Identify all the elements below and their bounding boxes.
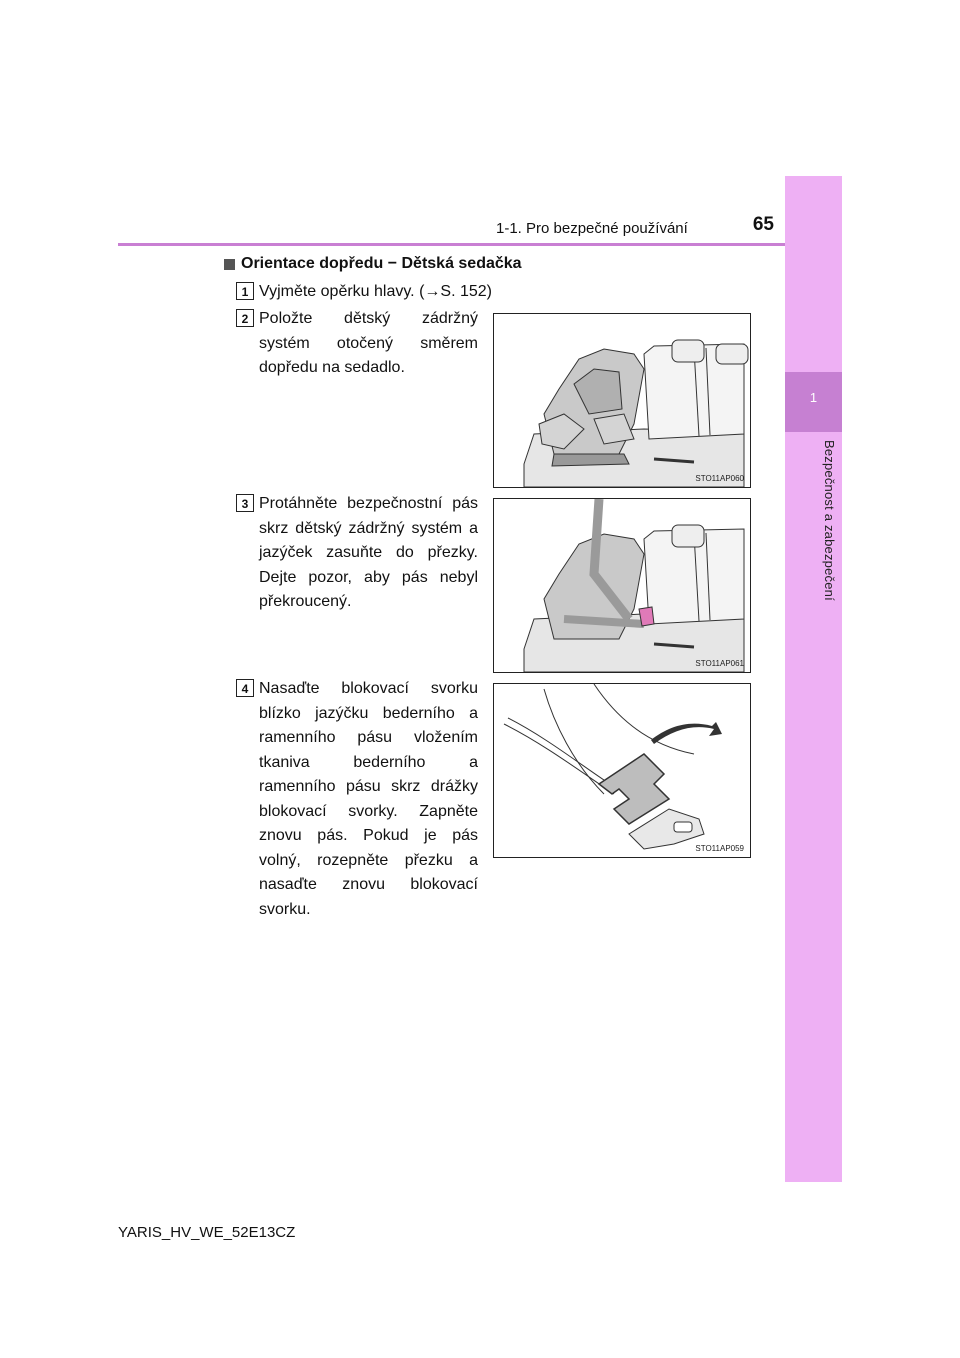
step-4-text: Nasaďte blokovací svorku blízko jazýčku bederního a ramenního pásu vložením tkaniva bederního a ramenního pásu skrz drážky blokovací svorky. Zapněte znovu pás. Pokud je pás volný, rozepněte přezku a nasaďte znovu blokovací svorku. bbox=[259, 680, 478, 918]
square-bullet-icon bbox=[224, 259, 235, 270]
figure-code: STO11AP060 bbox=[695, 474, 744, 483]
running-header-section: 1-1. Pro bezpečné používání bbox=[496, 220, 688, 237]
figure-belt-through-child-seat bbox=[493, 498, 751, 673]
section-heading-text: Orientace dopředu − Dětská sedačka bbox=[241, 255, 522, 272]
header-rule bbox=[118, 243, 842, 246]
child-seat-illustration bbox=[494, 314, 750, 487]
step-number-4: 4 bbox=[236, 679, 254, 697]
chapter-side-tab bbox=[785, 176, 842, 1182]
step-number-2: 2 bbox=[236, 309, 254, 327]
figure-code: STO11AP059 bbox=[695, 844, 744, 853]
page-number: 65 bbox=[752, 214, 774, 235]
chapter-title: Bezpečnost a zabezpečení bbox=[822, 440, 837, 601]
belt-routing-illustration bbox=[494, 499, 750, 672]
figure-code: STO11AP061 bbox=[695, 659, 744, 668]
locking-clip-illustration bbox=[494, 684, 750, 857]
chapter-number: 1 bbox=[809, 390, 818, 405]
document-id: YARIS_HV_WE_52E13CZ bbox=[118, 1224, 296, 1241]
step-number-3: 3 bbox=[236, 494, 254, 512]
figure-locking-clip bbox=[493, 683, 751, 858]
step-3-text: Protáhněte bezpečnostní pás skrz dětský zádržný systém a jazýček zasuňte do přezky. Dejte pozor, aby pás nebyl překroucený. bbox=[259, 495, 478, 610]
step-number-1: 1 bbox=[236, 282, 254, 300]
step-2-text: Položte dětský zádržný systém otočený směrem dopředu na sedadlo. bbox=[259, 310, 478, 376]
section-heading bbox=[224, 255, 522, 273]
figure-child-seat-on-rear-seat bbox=[493, 313, 751, 488]
step-1-text: Vyjměte opěrku hlavy. (→S. 152) bbox=[259, 283, 492, 300]
